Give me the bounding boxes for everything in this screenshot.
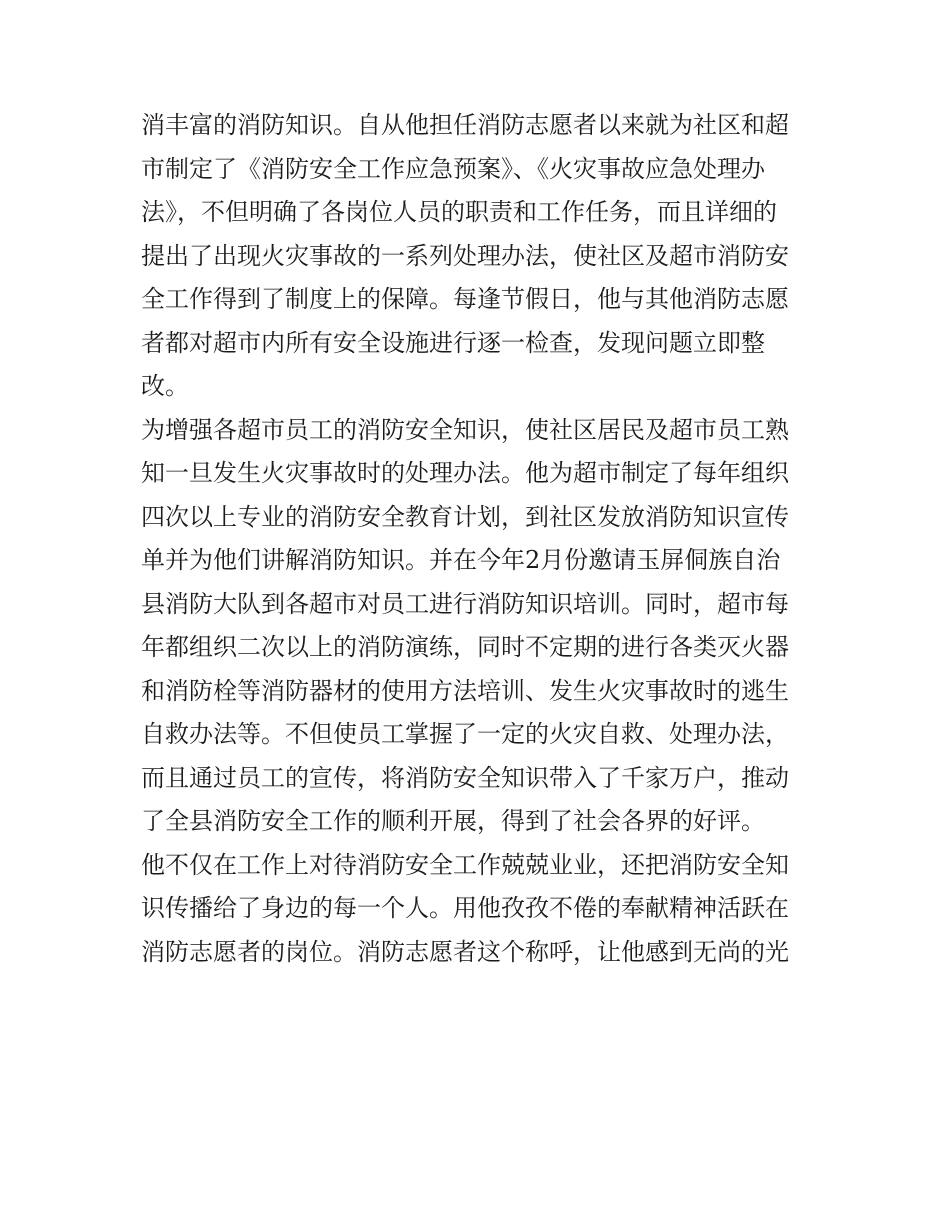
text-line: 全工作得到了制度上的保障。每逢节假日，他与其他消防志愿 bbox=[141, 285, 789, 313]
text-line: 单并为他们讲解消防知识。并在今年2月份邀请玉屏侗族自治 bbox=[141, 546, 781, 574]
text-line: 而且通过员工的宣传，将消防安全知识带入了千家万户，推动 bbox=[141, 763, 789, 792]
text-line: 为增强各超市员工的消防安全知识，使社区居民及超市员工熟 bbox=[141, 415, 789, 444]
text-line: 提出了出现火灾事故的一系列处理办法，使社区及超市消防安 bbox=[141, 241, 789, 270]
text-line: 知一旦发生火灾事故时的处理办法。他为超市制定了每年组织 bbox=[141, 459, 789, 487]
text-line: 自救办法等。不但使员工掌握了一定的火灾自救、处理办法， bbox=[141, 720, 789, 748]
text-line: 消防志愿者的岗位。消防志愿者这个称呼，让他感到无尚的光 bbox=[141, 937, 789, 966]
text-line: 法》，不但明确了各岗位人员的职责和工作任务，而且详细的 bbox=[141, 198, 777, 226]
text-line: 改。 bbox=[141, 372, 189, 400]
text-line: 市制定了《消防安全工作应急预案》、《火灾事故应急处理办 bbox=[141, 154, 765, 183]
text-line: 他不仅在工作上对待消防安全工作兢兢业业，还把消防安全知 bbox=[141, 850, 789, 879]
text-line: 和消防栓等消防器材的使用方法培训、发生火灾事故时的逃生 bbox=[141, 676, 789, 705]
text-line: 县消防大队到各超市对员工进行消防知识培训。同时，超市每 bbox=[141, 589, 789, 618]
text-line: 四次以上专业的消防安全教育计划，到社区发放消防知识宣传 bbox=[141, 502, 789, 531]
text-line: 者都对超市内所有安全设施进行逐一检查，发现问题立即整 bbox=[141, 328, 765, 357]
text-line: 识传播给了身边的每一个人。用他孜孜不倦的奉献精神活跃在 bbox=[141, 894, 789, 922]
text-line: 消丰富的消防知识。自从他担任消防志愿者以来就为社区和超 bbox=[141, 111, 789, 139]
body-text bbox=[141, 104, 831, 974]
text-line: 年都组织二次以上的消防演练，同时不定期的进行各类灭火器 bbox=[141, 633, 789, 661]
text-line: 了全县消防安全工作的顺利开展，得到了社会各界的好评。 bbox=[141, 807, 765, 835]
